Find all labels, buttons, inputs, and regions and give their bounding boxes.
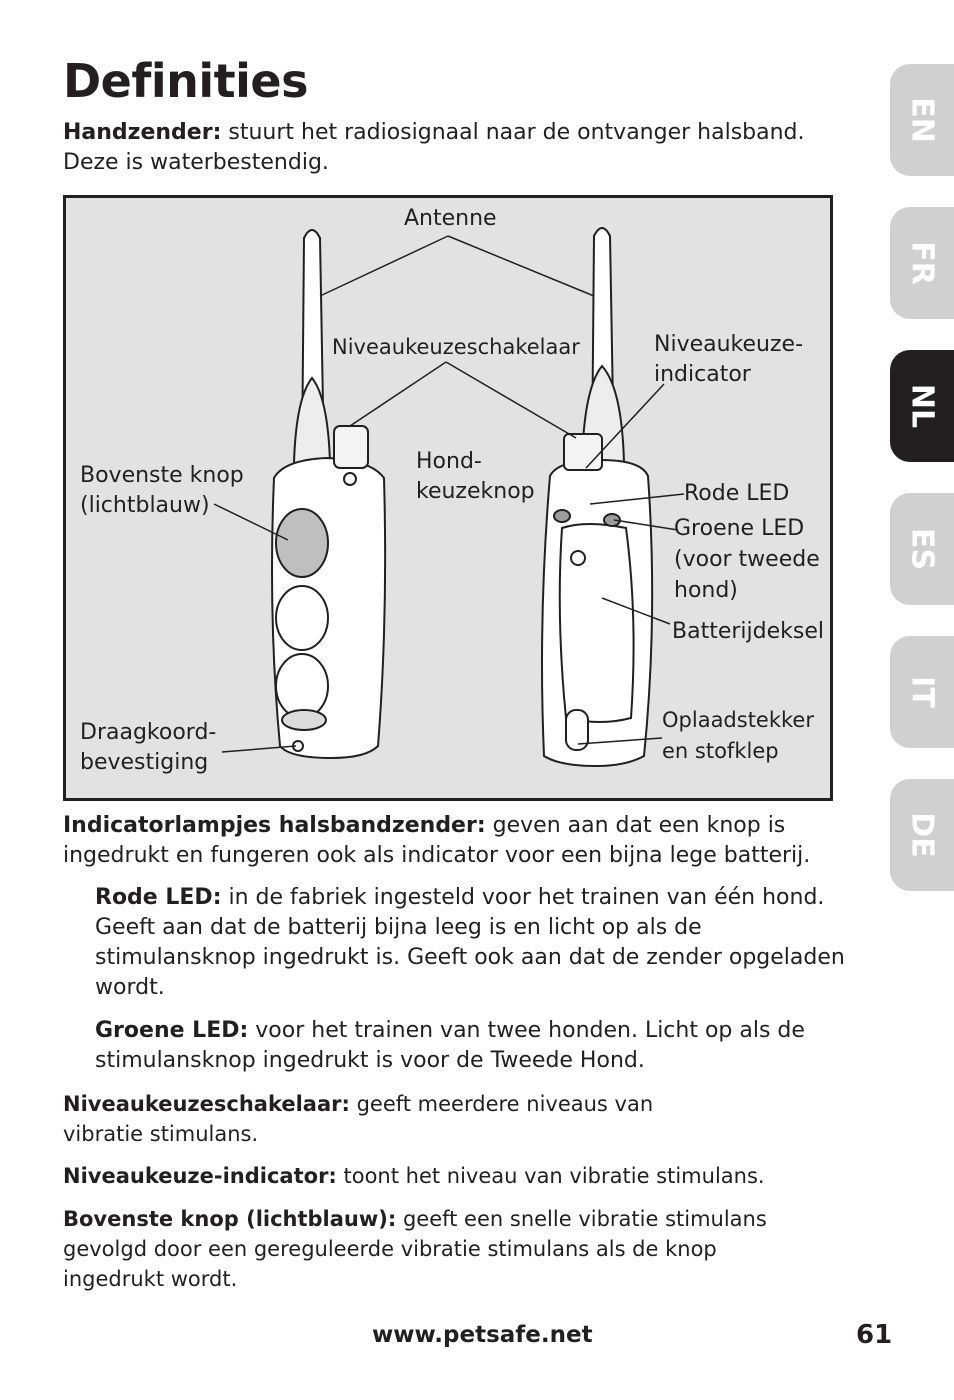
label-indicator-1: Niveaukeuze- (654, 332, 804, 357)
label-bovenste-2: (lichtblauw) (80, 493, 210, 518)
label-bovenste-1: Bovenste knop (80, 463, 244, 488)
section-rode-led (95, 883, 855, 1003)
tab-nl[interactable] (890, 350, 954, 462)
back-red-led (554, 510, 570, 522)
front-button-mid (276, 586, 328, 650)
front-logo (282, 710, 326, 730)
front-antenna-base (294, 378, 330, 463)
section-term: Rode LED: (95, 885, 222, 910)
tab-en[interactable] (890, 64, 954, 176)
tab-fr[interactable] (890, 207, 954, 319)
front-level-dial (334, 426, 368, 468)
section-text: geven aan dat een knop is ingedrukt en fungeren ook als indicator voor een bijna lege batterij. (63, 813, 811, 868)
tab-label: ES (904, 527, 940, 571)
label-oplaad-2: en stofklep (662, 739, 779, 763)
label-groene-3: hond) (674, 578, 738, 603)
tab-de[interactable] (890, 779, 954, 891)
section-niveaukeuze-indicator (63, 1161, 863, 1191)
page-number: 61 (856, 1320, 893, 1350)
intro-term: Handzender: (63, 120, 222, 145)
label-draagkoord-2: bevestiging (80, 750, 209, 775)
section-term: Niveaukeuze-indicator: (63, 1164, 337, 1188)
label-batterijdeksel: Batterijdeksel (672, 619, 824, 644)
section-groene-led (95, 1016, 855, 1076)
section-term: Niveaukeuzeschakelaar: (63, 1092, 350, 1116)
tab-es[interactable] (890, 493, 954, 605)
section-bovenste-knop (63, 1204, 813, 1294)
label-antenne: Antenne (404, 206, 497, 231)
label-indicator-2: indicator (654, 362, 751, 387)
section-text: geeft een snelle vibratie stimulans gevolgd door een gereguleerde vibratie stimulans als de knop ingedrukt wordt. (63, 1207, 767, 1291)
section-text: toont het niveau van vibratie stimulans. (336, 1164, 765, 1188)
label-groene-1: Groene LED (674, 516, 805, 541)
section-text: geeft meerdere niveaus van vibratie stimulans. (63, 1092, 654, 1146)
section-niveaukeuzeschakelaar (63, 1089, 723, 1149)
section-indicatorlampjes (63, 811, 863, 871)
tab-label: EN (904, 97, 940, 143)
tab-label: IT (904, 676, 940, 708)
back-battery-cover (560, 524, 634, 722)
tab-label: DE (904, 812, 940, 858)
tab-it[interactable] (890, 636, 954, 748)
section-term: Groene LED: (95, 1018, 249, 1043)
front-dog-select (344, 473, 356, 485)
tab-label: NL (904, 383, 940, 429)
section-text: in de fabriek ingesteld voor het trainen van één hond. Geeft aan dat de batterij bijna leeg is en licht op als de stimulansknop ingedrukt is. Geeft ook aan dat de zender opgeladen wordt. (95, 885, 845, 1000)
front-button-top (276, 509, 328, 577)
label-hond-1: Hond- (416, 449, 482, 474)
label-niveaukeuzeschakelaar: Niveaukeuzeschakelaar (332, 335, 580, 359)
footer-url[interactable]: www.petsafe.net (372, 1322, 593, 1348)
label-groene-2: (voor tweede (674, 547, 820, 572)
page-title: Definities (63, 54, 309, 108)
intro-text: stuurt het radiosignaal naar de ontvanger halsband. Deze is waterbestendig. (63, 120, 805, 175)
label-rode-led: Rode LED (684, 481, 790, 506)
label-oplaad-1: Oplaadstekker (662, 708, 814, 732)
tab-label: FR (904, 241, 940, 285)
intro-paragraph (63, 118, 863, 178)
label-hond-2: keuzeknop (416, 479, 535, 504)
front-button-low (276, 654, 328, 718)
section-term: Indicatorlampjes halsbandzender: (63, 813, 486, 838)
back-indicator (564, 434, 602, 470)
label-draagkoord-1: Draagkoord- (80, 720, 217, 745)
back-screw (571, 551, 585, 565)
section-term: Bovenste knop (lichtblauw): (63, 1207, 397, 1231)
transmitter-diagram (63, 195, 833, 801)
section-text: voor het trainen van twee honden. Licht op als de stimulansknop ingedrukt is voor de Tweede Hond. (95, 1018, 805, 1073)
